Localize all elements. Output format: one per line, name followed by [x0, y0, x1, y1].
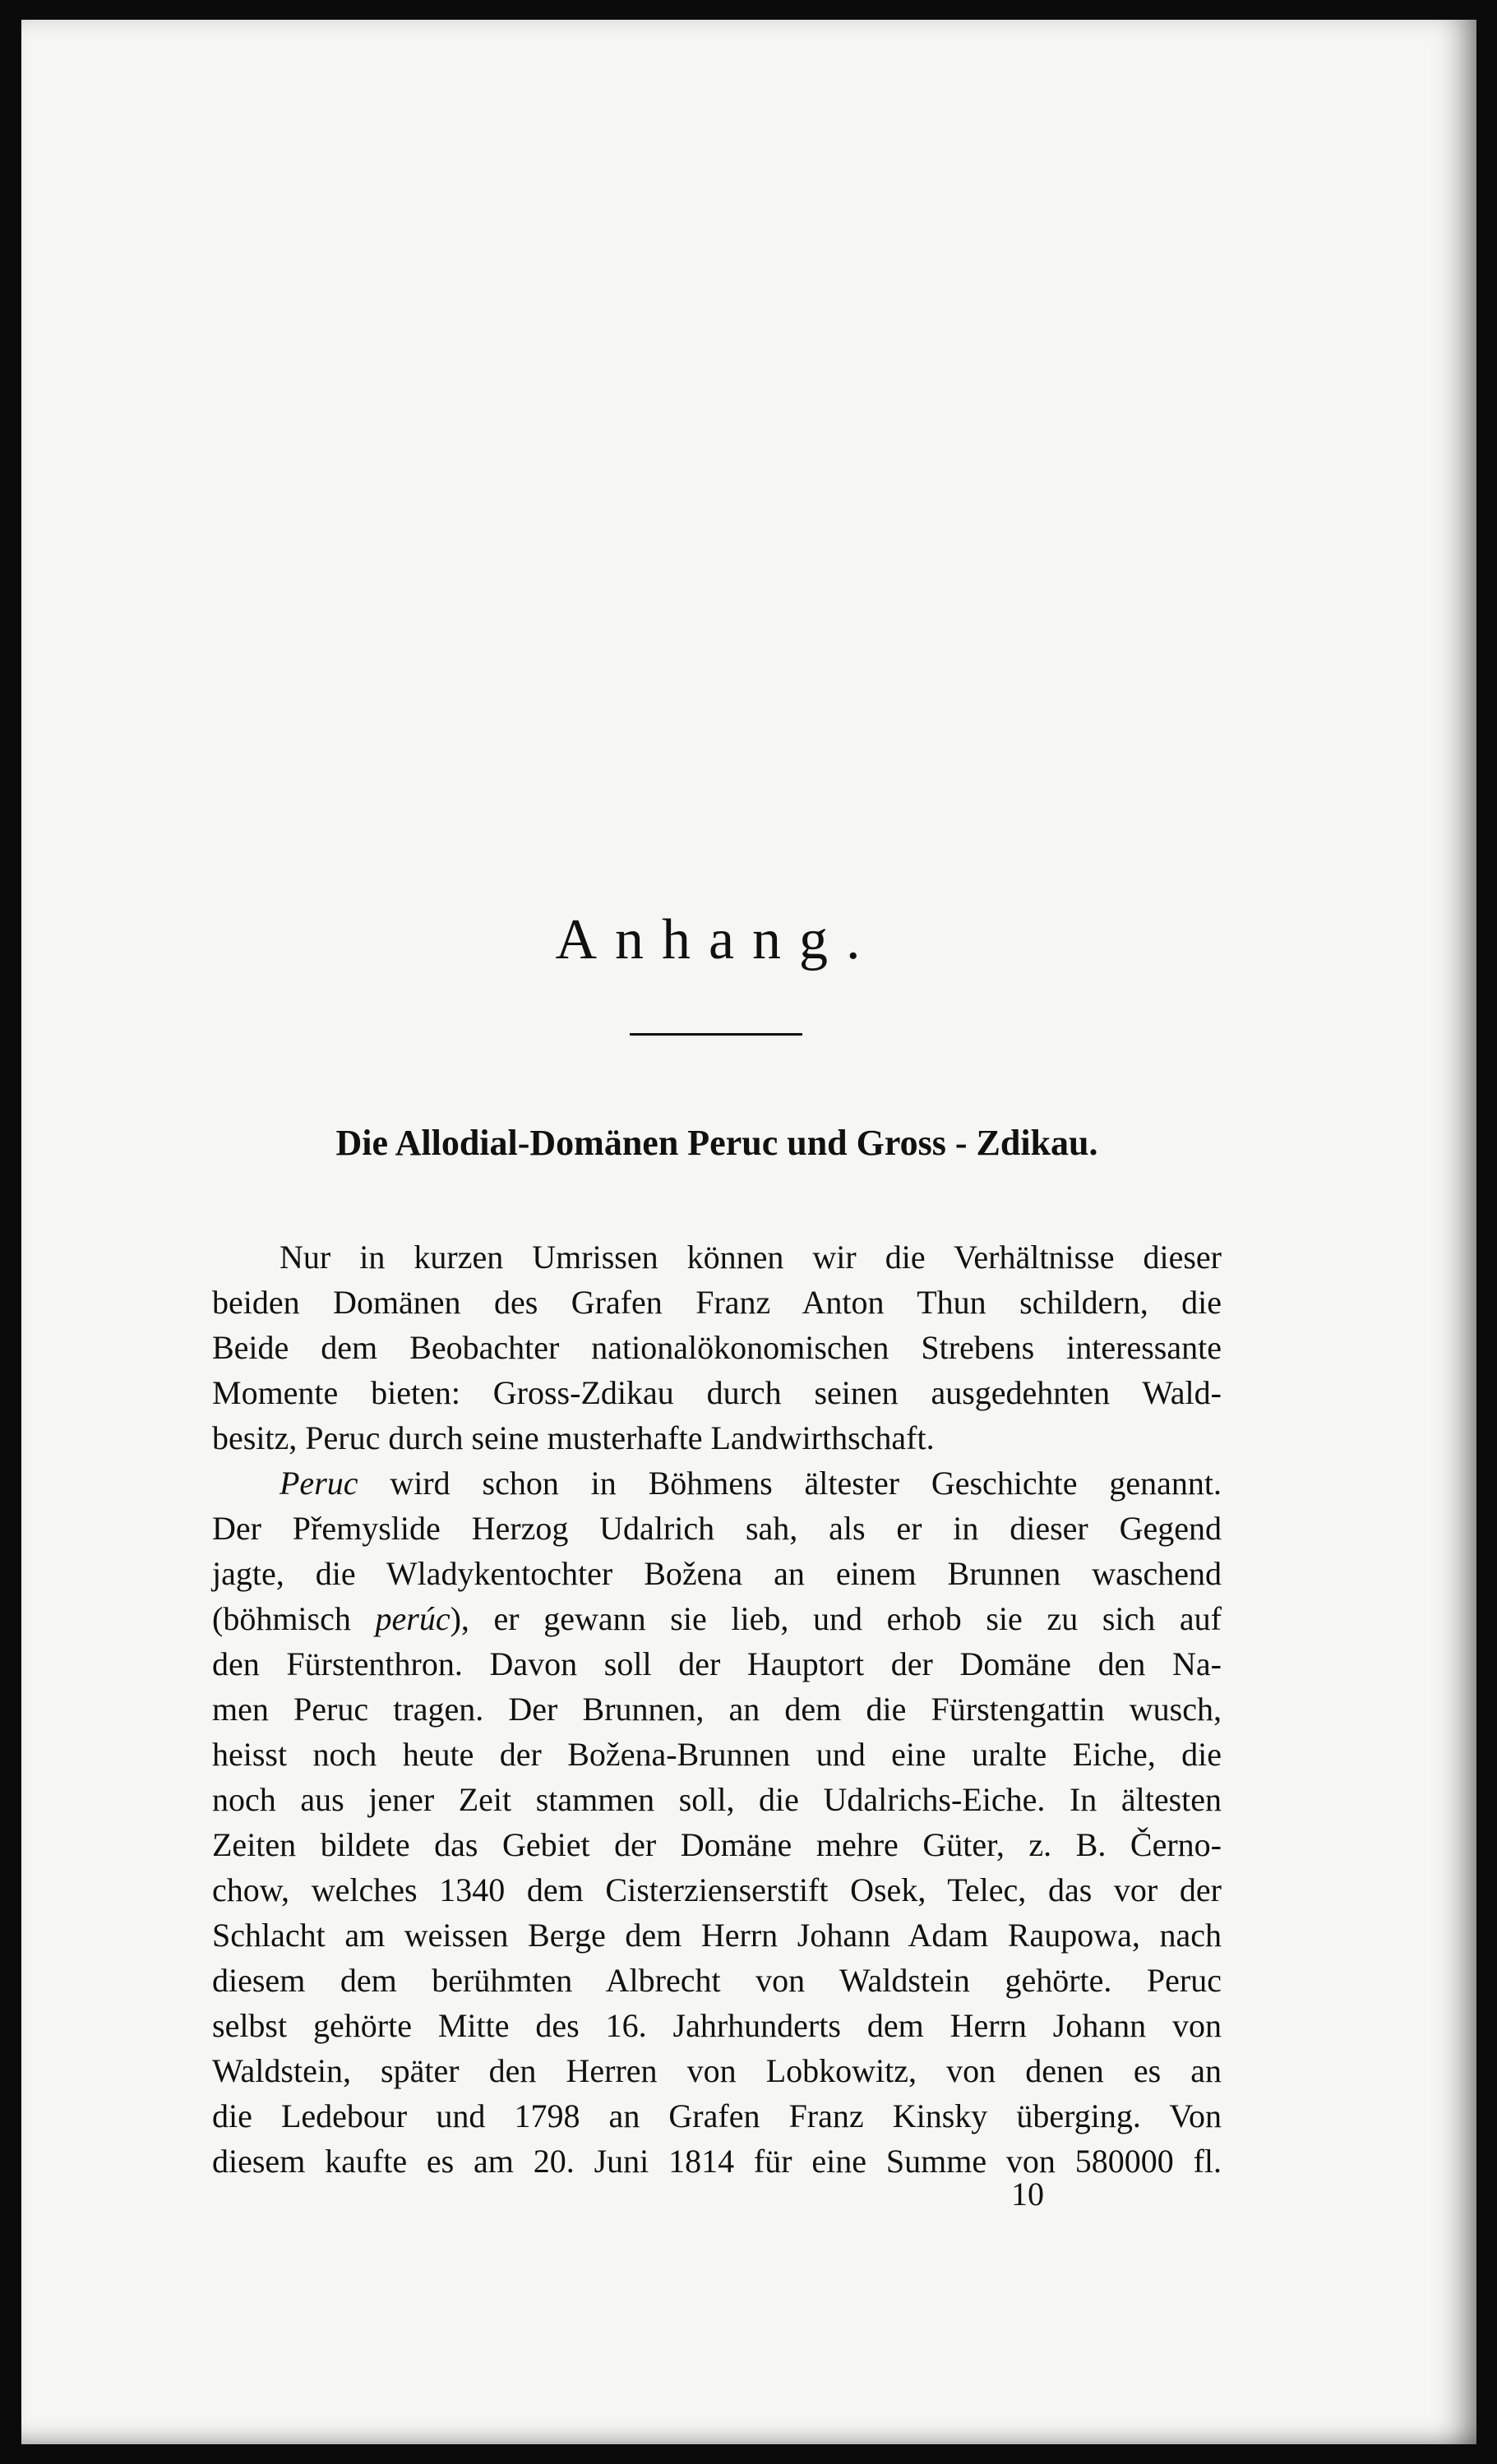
text-span: ), er gewann sie lieb, und erhob sie zu sich auf [450, 1600, 1222, 1637]
text-line: heisst noch heute der Božena-Brunnen und eine uralte Eiche, die [212, 1736, 1222, 1773]
paper-sheet [21, 20, 1476, 2444]
text-line: Momente bieten: Gross-Zdikau durch seinen ausgedehnten Wald- [212, 1374, 1222, 1411]
text-line: Nur in kurzen Umrissen können wir die Verhältnisse dieser [280, 1239, 1222, 1276]
text-span: wird schon in Böhmens ältester Geschichte genannt. [358, 1465, 1222, 1502]
text-line [212, 1460, 1222, 1506]
text-line: selbst gehörte Mitte des 16. Jahrhunderts dem Herrn Johann von [212, 2007, 1222, 2044]
text-line: Zeiten bildete das Gebiet der Domäne mehre Güter, z. B. Černo- [212, 1826, 1222, 1863]
text-span: (böhmisch [212, 1600, 376, 1637]
text-line: Beide dem Beobachter nationalökonomischen Strebens interessante [212, 1329, 1222, 1366]
text-line: den Fürstenthron. Davon soll der Hauptort der Domäne den Na- [212, 1645, 1222, 1682]
italic-word: perúc [375, 1600, 450, 1637]
text-line: Der Přemyslide Herzog Udalrich sah, als er in dieser Gegend [212, 1510, 1222, 1547]
page-title: Anhang. [555, 908, 879, 971]
text-line: beiden Domänen des Grafen Franz Anton Thun schildern, die [212, 1284, 1222, 1321]
italic-word: Peruc [280, 1465, 358, 1502]
text-line: jagte, die Wladykentochter Božena an einem Brunnen waschend [212, 1555, 1222, 1592]
text-line: Schlacht am weissen Berge dem Herrn Johann Adam Raupowa, nach [212, 1917, 1222, 1954]
page-number: 10 [1011, 2176, 1044, 2213]
text-line: besitz, Peruc durch seine musterhafte Landwirthschaft. [212, 1419, 935, 1456]
text-line: noch aus jener Zeit stammen soll, die Udalrichs-Eiche. In ältesten [212, 1781, 1222, 1818]
text-line: diesem dem berühmten Albrecht von Waldstein gehörte. Peruc [212, 1962, 1222, 1999]
text-line: chow, welches 1340 dem Cisterzienserstift Osek, Telec, das vor der [212, 1871, 1222, 1908]
title-rule [630, 1033, 802, 1036]
text-line: diesem kaufte es am 20. Juni 1814 für eine Summe von 580000 fl. [212, 2143, 1222, 2180]
text-line: Waldstein, später den Herren von Lobkowitz, von denen es an [212, 2052, 1222, 2089]
text-line [212, 1596, 1222, 1641]
section-heading: Die Allodial-Domänen Peruc und Gross - Zdikau. [335, 1123, 1098, 1163]
text-line: men Peruc tragen. Der Brunnen, an dem die Fürstengattin wusch, [212, 1691, 1222, 1728]
text-line: die Ledebour und 1798 an Grafen Franz Kinsky überging. Von [212, 2097, 1222, 2134]
body-text [212, 1234, 1222, 2184]
